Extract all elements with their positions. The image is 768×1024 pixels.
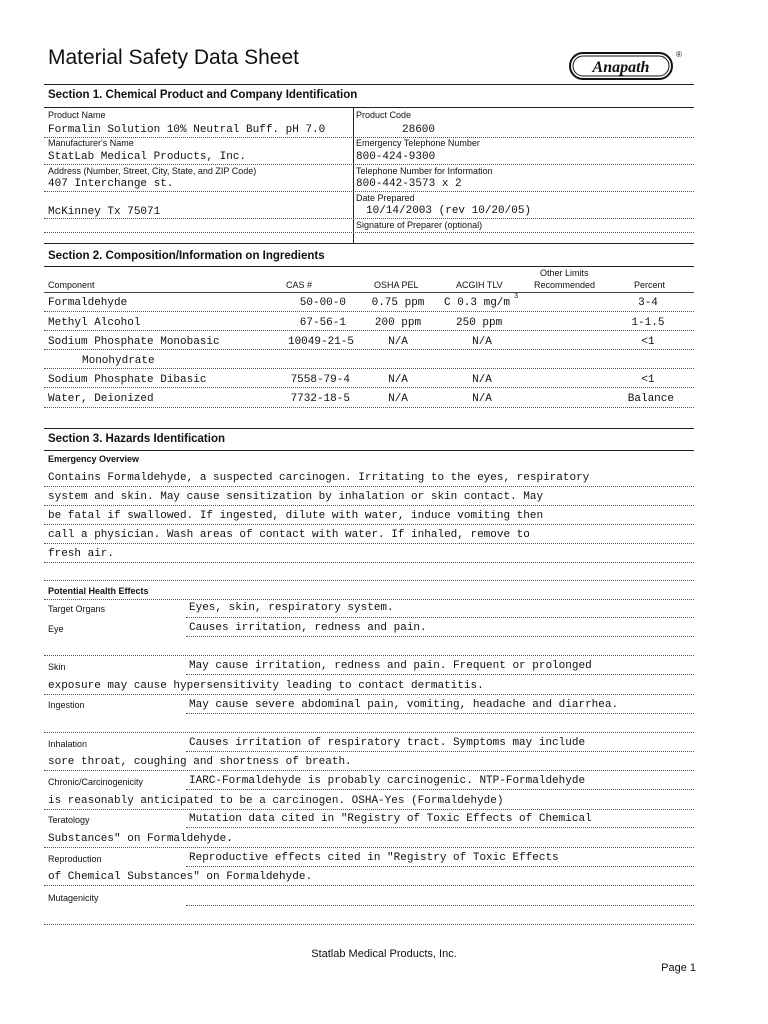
col-other-line1: Other Limits	[540, 268, 589, 278]
table-cell-cas: 7558-79-4	[290, 374, 350, 386]
text-line	[44, 562, 694, 563]
section3-title: Section 3. Hazards Identification	[48, 433, 226, 445]
table-row-line	[44, 387, 694, 388]
col-cas: CAS #	[286, 280, 313, 290]
section3-header-rule	[44, 450, 694, 451]
emergency-phone-label: Emergency Telephone Number	[356, 138, 480, 148]
text-line	[44, 732, 694, 733]
table-cell-component: Water, Deionized	[48, 393, 154, 405]
manufacturer-label: Manufacturer's Name	[48, 138, 134, 148]
table-cell-cas: 67-56-1	[299, 317, 346, 329]
text-line	[186, 713, 694, 714]
overview-line: fresh air.	[48, 548, 115, 560]
table-cell-acgih: N/A	[472, 374, 492, 386]
table-header-rule	[44, 292, 694, 293]
text-line	[44, 599, 694, 600]
text-line	[44, 924, 694, 925]
table-cell-cas: 7732-18-5	[290, 393, 350, 405]
reproduction-label: Reproduction	[48, 854, 102, 864]
mutagenicity-label: Mutagenicity	[48, 893, 99, 903]
signature-label: Signature of Preparer (optional)	[356, 220, 483, 230]
table-cell-percent: <1	[641, 336, 655, 348]
footer-company: Statlab Medical Products, Inc.	[311, 948, 457, 960]
table-cell-component: Sodium Phosphate Monobasic	[48, 336, 220, 348]
chronic-value-line2: is reasonably anticipated to be a carcinogen. OSHA-Yes (Formaldehyde)	[48, 795, 504, 807]
logo-text: Anapath	[592, 59, 650, 76]
table-cell-percent: 3-4	[638, 297, 658, 309]
table-cell-osha: 0.75 ppm	[371, 297, 425, 309]
emergency-phone-value: 800-424-9300	[356, 151, 436, 163]
product-code-label: Product Code	[356, 110, 412, 120]
section1-title: Section 1. Chemical Product and Company Identification	[48, 89, 358, 101]
table-cell-acgih: N/A	[472, 336, 492, 348]
text-line	[186, 751, 694, 752]
table-cell-component: Sodium Phosphate Dibasic	[48, 374, 207, 386]
col-osha: OSHA PEL	[374, 280, 419, 290]
anapath-logo	[569, 52, 673, 80]
manufacturer-value: StatLab Medical Products, Inc.	[48, 151, 247, 163]
text-line	[186, 617, 694, 618]
superscript-3: 3	[514, 293, 519, 301]
table-cell-acgih: C 0.3 mg/m	[444, 297, 511, 309]
table-cell-percent: Balance	[627, 393, 674, 405]
text-line	[44, 809, 694, 810]
section3-top-rule	[44, 428, 694, 429]
text-line	[44, 524, 694, 525]
table-cell-component: Formaldehyde	[48, 297, 128, 309]
section1-header-rule	[44, 107, 694, 108]
chronic-label: Chronic/Carcinogenicity	[48, 777, 144, 787]
text-line	[44, 694, 694, 695]
table-cell-percent: 1-1.5	[631, 317, 665, 329]
reproduction-value-line2: of Chemical Substances" on Formaldehyde.	[48, 871, 313, 883]
teratology-label: Teratology	[48, 815, 90, 825]
table-row-line	[44, 368, 694, 369]
col-percent: Percent	[634, 280, 666, 290]
address-line1-value: 407 Interchange st.	[48, 178, 174, 190]
overview-line: call a physician. Wash areas of contact with water. If inhaled, remove to	[48, 529, 530, 541]
table-cell-component: Methyl Alcohol	[48, 317, 141, 329]
text-line	[44, 580, 694, 581]
reproduction-value-line1: Reproductive effects cited in "Registry of Toxic Effects	[189, 852, 559, 864]
table-cell-acgih: N/A	[472, 393, 492, 405]
chronic-value-line1: IARC-Formaldehyde is probably carcinogenic. NTP-Formaldehyde	[189, 775, 586, 787]
inhalation-label: Inhalation	[48, 739, 88, 749]
col-component: Component	[48, 280, 95, 290]
text-line	[186, 866, 694, 867]
product-code-value: 28600	[402, 124, 436, 136]
target-organs-value: Eyes, skin, respiratory system.	[189, 602, 394, 614]
product-name-label: Product Name	[48, 110, 106, 120]
page-number: Page 1	[661, 962, 696, 974]
text-line	[44, 655, 694, 656]
address-line2-value: McKinney Tx 75071	[48, 206, 161, 218]
eye-value: Causes irritation, redness and pain.	[189, 622, 427, 634]
text-line	[186, 789, 694, 790]
inhalation-value-line2: sore throat, coughing and shortness of breath.	[48, 756, 352, 768]
date-label: Date Prepared	[356, 193, 415, 203]
table-cell-osha: N/A	[388, 336, 408, 348]
table-cell-osha: 200 ppm	[374, 317, 422, 329]
info-phone-label: Telephone Number for Information	[356, 166, 493, 176]
overview-line: be fatal if swallowed. If ingested, dilute with water, induce vomiting then	[48, 510, 544, 522]
eye-label: Eye	[48, 624, 64, 634]
row-line	[44, 164, 694, 165]
product-name-value: Formalin Solution 10% Neutral Buff. pH 7.0	[48, 124, 326, 136]
col-other-line2: Recommended	[534, 280, 596, 290]
teratology-value-line1: Mutation data cited in "Registry of Toxic Effects of Chemical	[189, 813, 592, 825]
section2-title: Section 2. Composition/Information on Ingredients	[48, 250, 325, 262]
section1-divider	[353, 107, 354, 243]
overview-line: system and skin. May cause sensitization by inhalation or skin contact. May	[48, 491, 544, 503]
potential-effects-label: Potential Health Effects	[48, 586, 149, 596]
ingestion-value: May cause severe abdominal pain, vomiting, headache and diarrhea.	[189, 699, 619, 711]
address-label: Address (Number, Street, City, State, and ZIP Code)	[48, 166, 257, 176]
table-cell-cas: 50-00-0	[299, 297, 346, 309]
document-title: Material Safety Data Sheet	[48, 46, 299, 69]
text-line	[44, 770, 694, 771]
table-cell-component: Monohydrate	[82, 355, 155, 367]
text-line	[186, 636, 694, 637]
row-line	[44, 232, 694, 233]
text-line	[44, 543, 694, 544]
target-organs-label: Target Organs	[48, 604, 106, 614]
text-line	[44, 486, 694, 487]
text-line	[44, 885, 694, 886]
section2-header-rule	[44, 266, 694, 267]
skin-value-line1: May cause irritation, redness and pain. Frequent or prolonged	[189, 660, 592, 672]
teratology-value-line2: Substances" on Formaldehyde.	[48, 833, 233, 845]
table-cell-acgih: 250 ppm	[456, 317, 503, 329]
table-row-line	[44, 407, 694, 408]
text-line	[186, 674, 694, 675]
registered-mark: ®	[676, 50, 682, 59]
section1-bottom-rule	[44, 243, 694, 244]
ingestion-label: Ingestion	[48, 700, 85, 710]
col-acgih: ACGIH TLV	[456, 280, 503, 290]
table-cell-percent: <1	[641, 374, 655, 386]
row-line	[44, 218, 694, 219]
table-row-line	[44, 349, 694, 350]
text-line	[44, 847, 694, 848]
skin-value-line2: exposure may cause hypersensitivity leading to contact dermatitis.	[48, 680, 484, 692]
text-line	[44, 505, 694, 506]
date-value: 10/14/2003 (rev 10/20/05)	[366, 205, 532, 217]
emergency-overview-label: Emergency Overview	[48, 454, 140, 464]
text-line	[186, 827, 694, 828]
skin-label: Skin	[48, 662, 66, 672]
table-cell-osha: N/A	[388, 393, 408, 405]
text-line	[186, 905, 694, 906]
table-row-line	[44, 330, 694, 331]
row-line	[44, 191, 694, 192]
section1-top-rule	[44, 84, 694, 85]
inhalation-value-line1: Causes irritation of respiratory tract. Symptoms may include	[189, 737, 586, 749]
overview-line: Contains Formaldehyde, a suspected carcinogen. Irritating to the eyes, respiratory	[48, 472, 590, 484]
table-row-line	[44, 311, 694, 312]
info-phone-value: 800-442-3573 x 2	[356, 178, 462, 190]
table-cell-cas: 10049-21-5	[287, 336, 354, 348]
table-cell-osha: N/A	[388, 374, 408, 386]
